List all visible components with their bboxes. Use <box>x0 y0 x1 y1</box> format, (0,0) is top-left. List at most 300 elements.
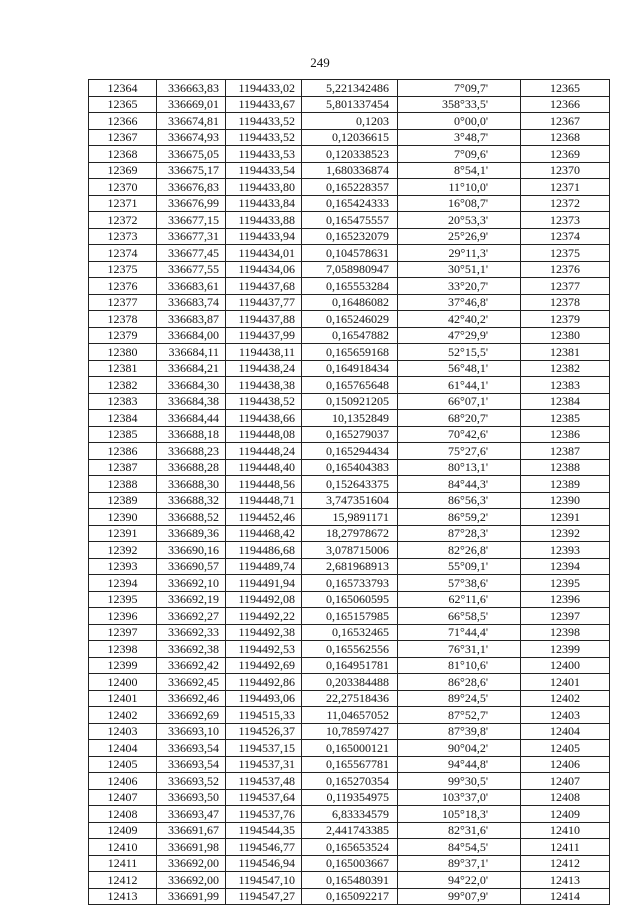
direction-angle-cell: 103°37,0' <box>398 789 521 806</box>
x-coordinate-cell: 336674,93 <box>157 129 226 146</box>
length-cell: 0,165553284 <box>302 278 398 295</box>
x-coordinate-cell: 336688,32 <box>157 492 226 509</box>
x-coordinate-cell: 336677,45 <box>157 245 226 262</box>
y-coordinate-cell: 1194434,06 <box>226 261 302 278</box>
next-point-cell: 12391 <box>521 509 610 526</box>
x-coordinate-cell: 336692,10 <box>157 575 226 592</box>
direction-angle-cell: 86°59,2' <box>398 509 521 526</box>
direction-angle-cell: 86°56,3' <box>398 492 521 509</box>
page-number: 249 <box>310 55 330 70</box>
y-coordinate-cell: 1194547,27 <box>226 888 302 905</box>
next-point-cell: 12383 <box>521 377 610 394</box>
direction-angle-cell: 71°44,4' <box>398 624 521 641</box>
table-row <box>89 839 610 856</box>
y-coordinate-cell: 1194438,38 <box>226 377 302 394</box>
length-cell: 0,165480391 <box>302 872 398 889</box>
point-number-cell: 12411 <box>89 855 157 872</box>
length-cell: 2,441743385 <box>302 822 398 839</box>
next-point-cell: 12389 <box>521 476 610 493</box>
table-row <box>89 245 610 262</box>
length-cell: 0,203384488 <box>302 674 398 691</box>
length-cell: 0,16532465 <box>302 624 398 641</box>
next-point-cell: 12390 <box>521 492 610 509</box>
next-point-cell: 12413 <box>521 872 610 889</box>
table-row <box>89 261 610 278</box>
table-row <box>89 278 610 295</box>
point-number-cell: 12403 <box>89 723 157 740</box>
next-point-cell: 12411 <box>521 839 610 856</box>
y-coordinate-cell: 1194492,38 <box>226 624 302 641</box>
x-coordinate-cell: 336677,31 <box>157 228 226 245</box>
direction-angle-cell: 87°28,3' <box>398 525 521 542</box>
direction-angle-cell: 30°51,1' <box>398 261 521 278</box>
y-coordinate-cell: 1194492,22 <box>226 608 302 625</box>
next-point-cell: 12399 <box>521 641 610 658</box>
length-cell: 0,165246029 <box>302 311 398 328</box>
next-point-cell: 12377 <box>521 278 610 295</box>
next-point-cell: 12393 <box>521 542 610 559</box>
point-number-cell: 12370 <box>89 179 157 196</box>
x-coordinate-cell: 336684,44 <box>157 410 226 427</box>
table-row <box>89 393 610 410</box>
x-coordinate-cell: 336692,46 <box>157 690 226 707</box>
x-coordinate-cell: 336693,54 <box>157 740 226 757</box>
y-coordinate-cell: 1194438,11 <box>226 344 302 361</box>
length-cell: 0,165279037 <box>302 426 398 443</box>
x-coordinate-cell: 336663,83 <box>157 80 226 97</box>
point-number-cell: 12407 <box>89 789 157 806</box>
direction-angle-cell: 90°04,2' <box>398 740 521 757</box>
direction-angle-cell: 61°44,1' <box>398 377 521 394</box>
x-coordinate-cell: 336691,99 <box>157 888 226 905</box>
point-number-cell: 12371 <box>89 195 157 212</box>
y-coordinate-cell: 1194437,88 <box>226 311 302 328</box>
y-coordinate-cell: 1194434,01 <box>226 245 302 262</box>
next-point-cell: 12385 <box>521 410 610 427</box>
direction-angle-cell: 29°11,3' <box>398 245 521 262</box>
direction-angle-cell: 47°29,9' <box>398 327 521 344</box>
next-point-cell: 12395 <box>521 575 610 592</box>
x-coordinate-cell: 336683,61 <box>157 278 226 295</box>
next-point-cell: 12398 <box>521 624 610 641</box>
next-point-cell: 12373 <box>521 212 610 229</box>
length-cell: 10,1352849 <box>302 410 398 427</box>
point-number-cell: 12366 <box>89 113 157 130</box>
coordinates-table <box>88 79 610 905</box>
next-point-cell: 12392 <box>521 525 610 542</box>
length-cell: 6,83334579 <box>302 806 398 823</box>
table-row <box>89 162 610 179</box>
length-cell: 0,165157985 <box>302 608 398 625</box>
direction-angle-cell: 82°31,6' <box>398 822 521 839</box>
direction-angle-cell: 94°44,8' <box>398 756 521 773</box>
y-coordinate-cell: 1194526,37 <box>226 723 302 740</box>
x-coordinate-cell: 336689,36 <box>157 525 226 542</box>
direction-angle-cell: 55°09,1' <box>398 558 521 575</box>
x-coordinate-cell: 336684,11 <box>157 344 226 361</box>
y-coordinate-cell: 1194492,69 <box>226 657 302 674</box>
table-row <box>89 608 610 625</box>
direction-angle-cell: 16°08,7' <box>398 195 521 212</box>
direction-angle-cell: 89°37,1' <box>398 855 521 872</box>
next-point-cell: 12379 <box>521 311 610 328</box>
y-coordinate-cell: 1194433,84 <box>226 195 302 212</box>
direction-angle-cell: 57°38,6' <box>398 575 521 592</box>
y-coordinate-cell: 1194433,54 <box>226 162 302 179</box>
table-row <box>89 426 610 443</box>
length-cell: 0,165060595 <box>302 591 398 608</box>
table-row <box>89 443 610 460</box>
table-row <box>89 723 610 740</box>
table-row <box>89 294 610 311</box>
direction-angle-cell: 8°54,1' <box>398 162 521 179</box>
next-point-cell: 12412 <box>521 855 610 872</box>
direction-angle-cell: 25°26,9' <box>398 228 521 245</box>
direction-angle-cell: 0°00,0' <box>398 113 521 130</box>
point-number-cell: 12365 <box>89 96 157 113</box>
length-cell: 0,165424333 <box>302 195 398 212</box>
next-point-cell: 12387 <box>521 443 610 460</box>
length-cell: 0,165232079 <box>302 228 398 245</box>
y-coordinate-cell: 1194437,99 <box>226 327 302 344</box>
length-cell: 0,165092217 <box>302 888 398 905</box>
table-row <box>89 344 610 361</box>
table-row <box>89 657 610 674</box>
direction-angle-cell: 75°27,6' <box>398 443 521 460</box>
direction-angle-cell: 66°07,1' <box>398 393 521 410</box>
length-cell: 22,27518436 <box>302 690 398 707</box>
point-number-cell: 12377 <box>89 294 157 311</box>
y-coordinate-cell: 1194448,40 <box>226 459 302 476</box>
next-point-cell: 12404 <box>521 723 610 740</box>
length-cell: 15,9891171 <box>302 509 398 526</box>
length-cell: 0,152643375 <box>302 476 398 493</box>
x-coordinate-cell: 336692,00 <box>157 855 226 872</box>
x-coordinate-cell: 336693,47 <box>157 806 226 823</box>
direction-angle-cell: 82°26,8' <box>398 542 521 559</box>
direction-angle-cell: 11°10,0' <box>398 179 521 196</box>
direction-angle-cell: 105°18,3' <box>398 806 521 823</box>
direction-angle-cell: 87°39,8' <box>398 723 521 740</box>
table-row <box>89 80 610 97</box>
x-coordinate-cell: 336693,10 <box>157 723 226 740</box>
table-row <box>89 212 610 229</box>
next-point-cell: 12374 <box>521 228 610 245</box>
x-coordinate-cell: 336692,42 <box>157 657 226 674</box>
y-coordinate-cell: 1194489,74 <box>226 558 302 575</box>
direction-angle-cell: 358°33,5' <box>398 96 521 113</box>
next-point-cell: 12414 <box>521 888 610 905</box>
length-cell: 0,164918434 <box>302 360 398 377</box>
next-point-cell: 12384 <box>521 393 610 410</box>
point-number-cell: 12384 <box>89 410 157 427</box>
next-point-cell: 12369 <box>521 146 610 163</box>
length-cell: 0,165733793 <box>302 575 398 592</box>
table-body <box>89 80 610 905</box>
point-number-cell: 12376 <box>89 278 157 295</box>
length-cell: 5,221342486 <box>302 80 398 97</box>
table-row <box>89 855 610 872</box>
table-row <box>89 459 610 476</box>
point-number-cell: 12369 <box>89 162 157 179</box>
y-coordinate-cell: 1194433,80 <box>226 179 302 196</box>
y-coordinate-cell: 1194448,24 <box>226 443 302 460</box>
table-row <box>89 641 610 658</box>
y-coordinate-cell: 1194438,24 <box>226 360 302 377</box>
table-row <box>89 822 610 839</box>
x-coordinate-cell: 336692,00 <box>157 872 226 889</box>
length-cell: 0,165567781 <box>302 756 398 773</box>
table-row <box>89 327 610 344</box>
point-number-cell: 12389 <box>89 492 157 509</box>
y-coordinate-cell: 1194493,06 <box>226 690 302 707</box>
table-row <box>89 624 610 641</box>
point-number-cell: 12400 <box>89 674 157 691</box>
x-coordinate-cell: 336688,18 <box>157 426 226 443</box>
next-point-cell: 12394 <box>521 558 610 575</box>
next-point-cell: 12375 <box>521 245 610 262</box>
point-number-cell: 12401 <box>89 690 157 707</box>
table-row <box>89 179 610 196</box>
point-number-cell: 12392 <box>89 542 157 559</box>
table-row <box>89 195 610 212</box>
next-point-cell: 12397 <box>521 608 610 625</box>
next-point-cell: 12372 <box>521 195 610 212</box>
point-number-cell: 12390 <box>89 509 157 526</box>
direction-angle-cell: 56°48,1' <box>398 360 521 377</box>
y-coordinate-cell: 1194515,33 <box>226 707 302 724</box>
direction-angle-cell: 3°48,7' <box>398 129 521 146</box>
length-cell: 1,680336874 <box>302 162 398 179</box>
table-row <box>89 377 610 394</box>
length-cell: 0,16547882 <box>302 327 398 344</box>
point-number-cell: 12406 <box>89 773 157 790</box>
x-coordinate-cell: 336676,83 <box>157 179 226 196</box>
x-coordinate-cell: 336684,38 <box>157 393 226 410</box>
y-coordinate-cell: 1194537,31 <box>226 756 302 773</box>
y-coordinate-cell: 1194537,15 <box>226 740 302 757</box>
x-coordinate-cell: 336692,19 <box>157 591 226 608</box>
y-coordinate-cell: 1194492,08 <box>226 591 302 608</box>
next-point-cell: 12403 <box>521 707 610 724</box>
point-number-cell: 12382 <box>89 377 157 394</box>
length-cell: 3,078715006 <box>302 542 398 559</box>
y-coordinate-cell: 1194547,10 <box>226 872 302 889</box>
direction-angle-cell: 86°28,6' <box>398 674 521 691</box>
point-number-cell: 12391 <box>89 525 157 542</box>
x-coordinate-cell: 336675,05 <box>157 146 226 163</box>
table-row <box>89 773 610 790</box>
next-point-cell: 12376 <box>521 261 610 278</box>
direction-angle-cell: 7°09,7' <box>398 80 521 97</box>
next-point-cell: 12407 <box>521 773 610 790</box>
y-coordinate-cell: 1194468,42 <box>226 525 302 542</box>
point-number-cell: 12410 <box>89 839 157 856</box>
y-coordinate-cell: 1194546,94 <box>226 855 302 872</box>
length-cell: 0,165562556 <box>302 641 398 658</box>
length-cell: 0,165659168 <box>302 344 398 361</box>
y-coordinate-cell: 1194448,08 <box>226 426 302 443</box>
x-coordinate-cell: 336692,45 <box>157 674 226 691</box>
table-row <box>89 509 610 526</box>
y-coordinate-cell: 1194433,67 <box>226 96 302 113</box>
table-row <box>89 228 610 245</box>
x-coordinate-cell: 336677,15 <box>157 212 226 229</box>
x-coordinate-cell: 336683,74 <box>157 294 226 311</box>
point-number-cell: 12395 <box>89 591 157 608</box>
point-number-cell: 12394 <box>89 575 157 592</box>
direction-angle-cell: 42°40,2' <box>398 311 521 328</box>
table-row <box>89 806 610 823</box>
table-row <box>89 96 610 113</box>
y-coordinate-cell: 1194448,71 <box>226 492 302 509</box>
table-row <box>89 492 610 509</box>
length-cell: 0,119354975 <box>302 789 398 806</box>
table-row <box>89 311 610 328</box>
y-coordinate-cell: 1194437,77 <box>226 294 302 311</box>
point-number-cell: 12387 <box>89 459 157 476</box>
table-row <box>89 129 610 146</box>
x-coordinate-cell: 336692,38 <box>157 641 226 658</box>
next-point-cell: 12380 <box>521 327 610 344</box>
y-coordinate-cell: 1194486,68 <box>226 542 302 559</box>
y-coordinate-cell: 1194491,94 <box>226 575 302 592</box>
next-point-cell: 12365 <box>521 80 610 97</box>
table-row <box>89 756 610 773</box>
length-cell: 0,164951781 <box>302 657 398 674</box>
x-coordinate-cell: 336691,98 <box>157 839 226 856</box>
length-cell: 0,16486082 <box>302 294 398 311</box>
length-cell: 10,78597427 <box>302 723 398 740</box>
direction-angle-cell: 94°22,0' <box>398 872 521 889</box>
x-coordinate-cell: 336677,55 <box>157 261 226 278</box>
y-coordinate-cell: 1194492,86 <box>226 674 302 691</box>
direction-angle-cell: 87°52,7' <box>398 707 521 724</box>
table-row <box>89 542 610 559</box>
x-coordinate-cell: 336684,30 <box>157 377 226 394</box>
x-coordinate-cell: 336669,01 <box>157 96 226 113</box>
y-coordinate-cell: 1194544,35 <box>226 822 302 839</box>
y-coordinate-cell: 1194448,56 <box>226 476 302 493</box>
next-point-cell: 12381 <box>521 344 610 361</box>
point-number-cell: 12375 <box>89 261 157 278</box>
table-row <box>89 591 610 608</box>
x-coordinate-cell: 336683,87 <box>157 311 226 328</box>
length-cell: 0,165228357 <box>302 179 398 196</box>
point-number-cell: 12398 <box>89 641 157 658</box>
direction-angle-cell: 89°24,5' <box>398 690 521 707</box>
point-number-cell: 12413 <box>89 888 157 905</box>
x-coordinate-cell: 336684,21 <box>157 360 226 377</box>
point-number-cell: 12405 <box>89 756 157 773</box>
next-point-cell: 12371 <box>521 179 610 196</box>
x-coordinate-cell: 336690,16 <box>157 542 226 559</box>
length-cell: 0,165765648 <box>302 377 398 394</box>
x-coordinate-cell: 336691,67 <box>157 822 226 839</box>
y-coordinate-cell: 1194437,68 <box>226 278 302 295</box>
length-cell: 7,058980947 <box>302 261 398 278</box>
next-point-cell: 12400 <box>521 657 610 674</box>
next-point-cell: 12409 <box>521 806 610 823</box>
length-cell: 0,1203 <box>302 113 398 130</box>
direction-angle-cell: 80°13,1' <box>398 459 521 476</box>
y-coordinate-cell: 1194546,77 <box>226 839 302 856</box>
length-cell: 18,27978672 <box>302 525 398 542</box>
point-number-cell: 12374 <box>89 245 157 262</box>
table-row <box>89 707 610 724</box>
y-coordinate-cell: 1194438,52 <box>226 393 302 410</box>
y-coordinate-cell: 1194452,46 <box>226 509 302 526</box>
x-coordinate-cell: 336692,69 <box>157 707 226 724</box>
next-point-cell: 12370 <box>521 162 610 179</box>
next-point-cell: 12368 <box>521 129 610 146</box>
x-coordinate-cell: 336693,54 <box>157 756 226 773</box>
point-number-cell: 12409 <box>89 822 157 839</box>
direction-angle-cell: 52°15,5' <box>398 344 521 361</box>
length-cell: 0,165000121 <box>302 740 398 757</box>
direction-angle-cell: 66°58,5' <box>398 608 521 625</box>
y-coordinate-cell: 1194433,94 <box>226 228 302 245</box>
table-row <box>89 410 610 427</box>
table-row <box>89 113 610 130</box>
length-cell: 0,165270354 <box>302 773 398 790</box>
length-cell: 2,681968913 <box>302 558 398 575</box>
table-row <box>89 558 610 575</box>
x-coordinate-cell: 336692,27 <box>157 608 226 625</box>
direction-angle-cell: 37°46,8' <box>398 294 521 311</box>
next-point-cell: 12396 <box>521 591 610 608</box>
next-point-cell: 12408 <box>521 789 610 806</box>
length-cell: 0,165653524 <box>302 839 398 856</box>
direction-angle-cell: 76°31,1' <box>398 641 521 658</box>
point-number-cell: 12404 <box>89 740 157 757</box>
table-row <box>89 525 610 542</box>
x-coordinate-cell: 336690,57 <box>157 558 226 575</box>
next-point-cell: 12410 <box>521 822 610 839</box>
direction-angle-cell: 99°30,5' <box>398 773 521 790</box>
point-number-cell: 12379 <box>89 327 157 344</box>
next-point-cell: 12378 <box>521 294 610 311</box>
length-cell: 11,04657052 <box>302 707 398 724</box>
y-coordinate-cell: 1194537,64 <box>226 789 302 806</box>
length-cell: 5,801337454 <box>302 96 398 113</box>
x-coordinate-cell: 336676,99 <box>157 195 226 212</box>
point-number-cell: 12381 <box>89 360 157 377</box>
length-cell: 0,12036615 <box>302 129 398 146</box>
point-number-cell: 12396 <box>89 608 157 625</box>
x-coordinate-cell: 336688,30 <box>157 476 226 493</box>
next-point-cell: 12386 <box>521 426 610 443</box>
length-cell: 0,165294434 <box>302 443 398 460</box>
table-row <box>89 789 610 806</box>
y-coordinate-cell: 1194433,88 <box>226 212 302 229</box>
point-number-cell: 12385 <box>89 426 157 443</box>
point-number-cell: 12402 <box>89 707 157 724</box>
direction-angle-cell: 20°53,3' <box>398 212 521 229</box>
length-cell: 0,165404383 <box>302 459 398 476</box>
length-cell: 0,104578631 <box>302 245 398 262</box>
next-point-cell: 12401 <box>521 674 610 691</box>
y-coordinate-cell: 1194438,66 <box>226 410 302 427</box>
x-coordinate-cell: 336693,52 <box>157 773 226 790</box>
y-coordinate-cell: 1194537,76 <box>226 806 302 823</box>
length-cell: 0,120338523 <box>302 146 398 163</box>
point-number-cell: 12380 <box>89 344 157 361</box>
point-number-cell: 12373 <box>89 228 157 245</box>
direction-angle-cell: 84°44,3' <box>398 476 521 493</box>
y-coordinate-cell: 1194433,53 <box>226 146 302 163</box>
direction-angle-cell: 84°54,5' <box>398 839 521 856</box>
